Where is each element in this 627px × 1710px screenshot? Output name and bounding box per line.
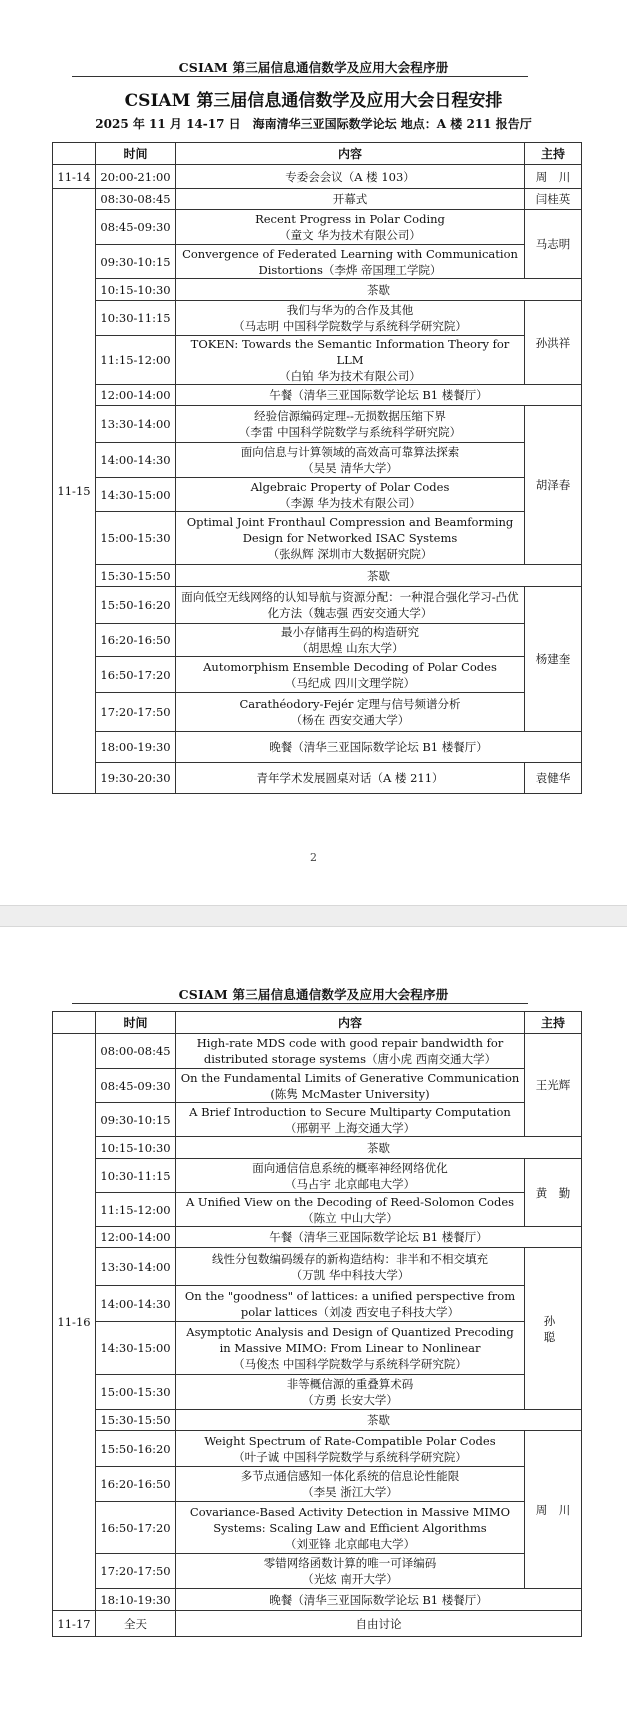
speaker-affiliation: （魏志强 西安交通大学）	[302, 606, 433, 620]
session-title: 晚餐（清华三亚国际数学论坛 B1 楼餐厅）	[269, 1592, 488, 1607]
time-cell: 09:30-10:15	[96, 245, 176, 279]
host-cell: 孙洪祥	[525, 301, 582, 385]
table-row	[53, 624, 582, 657]
content-cell	[176, 1069, 525, 1103]
host-cell: 王光辉	[525, 1034, 582, 1137]
speaker-affiliation: （马纪成 四川文理学院）	[284, 675, 416, 690]
table-row	[53, 1069, 582, 1103]
talk-title: 最小存储再生码的构造研究	[281, 625, 419, 639]
session-title: 午餐（清华三亚国际数学论坛 B1 楼餐厅）	[269, 388, 488, 402]
table-row	[53, 1589, 582, 1611]
host-cell: 周 川	[525, 1431, 582, 1589]
content-cell	[176, 1103, 525, 1137]
content-cell	[176, 406, 525, 443]
talk-title: Recent Progress in Polar Coding	[255, 212, 445, 226]
table-row	[53, 1611, 582, 1637]
table-row	[53, 301, 582, 336]
table-row	[53, 189, 582, 210]
table-row	[53, 478, 582, 512]
time-cell: 10:30-11:15	[96, 1159, 176, 1193]
content-cell	[176, 1193, 525, 1227]
speaker-affiliation: （邢朝平 上海交通大学）	[284, 1120, 416, 1135]
speaker-affiliation: （童文 华为技术有限公司）	[279, 228, 421, 242]
talk-title: Optimal Joint Fronthaul Compression and Beamforming Design for Networked ISAC Systems	[186, 515, 514, 545]
talk-title: On the Fundamental Limits of Generative Communication	[180, 1070, 520, 1085]
time-cell: 15:50-16:20	[96, 1431, 176, 1467]
time-cell: 14:00-14:30	[96, 443, 176, 478]
time-cell: 09:30-10:15	[96, 1103, 176, 1137]
time-cell: 08:30-08:45	[96, 189, 176, 210]
talk-title: TOKEN: Towards the Semantic Information Theory for LLM	[190, 337, 510, 367]
session-title: 青年学术发展圆桌对话（A 楼 211）	[256, 771, 444, 785]
speaker-affiliation: （白铂 华为技术有限公司）	[279, 369, 421, 383]
header-rule	[72, 76, 528, 77]
time-cell: 16:20-16:50	[96, 1467, 176, 1502]
time-cell: 19:30-20:30	[96, 763, 176, 794]
table-row	[53, 565, 582, 587]
break-cell	[176, 1410, 582, 1431]
document-page-2	[0, 926, 627, 1710]
table-row	[53, 1502, 582, 1554]
time-cell: 08:45-09:30	[96, 1069, 176, 1103]
speaker-affiliation: （万凯 华中科技大学）	[290, 1267, 410, 1282]
time-cell: 18:10-19:30	[96, 1589, 176, 1611]
talk-title: A Brief Introduction to Secure Multiparty Computation	[189, 1104, 511, 1119]
talk-title: 面向通信信息系统的概率神经网络优化	[252, 1160, 448, 1175]
date-cell: 11-16	[53, 1034, 96, 1611]
speaker-affiliation: （光炫 南开大学）	[302, 1572, 398, 1586]
talk-title: On the "goodness" of lattices: a unified perspective from polar lattices	[184, 1288, 516, 1319]
table-row	[53, 165, 582, 189]
host-cell	[525, 1248, 582, 1410]
table-row	[53, 1410, 582, 1431]
host-cell: 胡泽春	[525, 406, 582, 565]
table-row	[53, 587, 582, 624]
header-date	[53, 1012, 96, 1034]
speaker-affiliation: （李昊 浙江大学）	[302, 1485, 398, 1499]
table-row	[53, 443, 582, 478]
time-cell: 15:00-15:30	[96, 512, 176, 565]
content-cell	[176, 1467, 525, 1502]
talk-title: 面向低空无线网络的认知导航与资源分配：一种混合强化学习-凸优化方法	[181, 590, 519, 620]
time-cell: 15:50-16:20	[96, 587, 176, 624]
time-cell: 17:20-17:50	[96, 693, 176, 732]
session-title: 开幕式	[332, 192, 368, 206]
table-row	[53, 657, 582, 693]
time-cell: 08:45-09:30	[96, 210, 176, 245]
time-cell: 12:00-14:00	[96, 385, 176, 406]
schedule-table-day-14-15	[52, 142, 582, 794]
break-cell	[176, 279, 582, 301]
date-cell: 11-14	[53, 165, 96, 189]
talk-title: Carathéodory-Fejér 定理与信号频谱分析	[239, 697, 461, 711]
time-cell: 20:00-21:00	[96, 165, 176, 189]
header-rule	[72, 1003, 528, 1004]
content-cell	[176, 165, 525, 189]
time-cell: 14:00-14:30	[96, 1286, 176, 1322]
table-row	[53, 1227, 582, 1248]
talk-title: Convergence of Federated Learning with Communication Distortions	[182, 246, 518, 277]
table-row	[53, 1103, 582, 1137]
table-row	[53, 1034, 582, 1069]
table-row	[53, 1431, 582, 1467]
table-row	[53, 1248, 582, 1286]
break-cell	[176, 565, 582, 587]
time-cell: 13:30-14:00	[96, 406, 176, 443]
time-cell: 15:30-15:50	[96, 565, 176, 587]
table-row	[53, 512, 582, 565]
speaker-affiliation: （马占宇 北京邮电大学）	[284, 1176, 416, 1191]
speaker-affiliation: （叶子诚 中国科学院数学与系统科学研究院）	[233, 1449, 467, 1464]
content-cell	[176, 1248, 525, 1286]
running-header: CSIAM 第三届信息通信数学及应用大会程序册	[178, 987, 449, 1002]
session-title: 茶歇	[367, 282, 390, 297]
table-row	[53, 1159, 582, 1193]
session-title: 茶歇	[367, 1140, 390, 1155]
session-title: 午餐（清华三亚国际数学论坛 B1 楼餐厅）	[269, 1230, 488, 1244]
speaker-affiliation: （李源 华为技术有限公司）	[279, 495, 421, 510]
talk-title: 经验信源编码定理--无损数据压缩下界	[254, 409, 446, 423]
time-cell: 10:15-10:30	[96, 279, 176, 301]
schedule-title: CSIAM 第三届信息通信数学及应用大会日程安排	[124, 91, 503, 111]
content-cell	[176, 624, 525, 657]
content-cell	[176, 1159, 525, 1193]
content-cell	[176, 1502, 525, 1554]
host-cell: 黄 勤	[525, 1159, 582, 1227]
speaker-affiliation: (陈隽 McMaster University)	[270, 1086, 430, 1101]
content-cell	[176, 189, 525, 210]
time-cell: 全天	[96, 1611, 176, 1637]
table-row	[53, 406, 582, 443]
table-header-row	[53, 143, 582, 165]
talk-title: Asymptotic Analysis and Design of Quantized Precoding in Massive MIMO: From Linear to Nonlinear	[186, 1325, 514, 1355]
speaker-affiliation: （陈立 中山大学）	[302, 1210, 398, 1225]
time-cell: 12:00-14:00	[96, 1227, 176, 1248]
meal-cell	[176, 1227, 582, 1248]
content-cell	[176, 443, 525, 478]
speaker-affiliation: （张纵辉 深圳市大数据研究院）	[267, 547, 433, 561]
table-row	[53, 693, 582, 732]
speaker-affiliation: （胡思煌 山东大学）	[296, 641, 404, 655]
page-number: 2	[310, 851, 317, 864]
talk-title: A Unified View on the Decoding of Reed-Solomon Codes	[185, 1194, 515, 1209]
time-cell: 10:30-11:15	[96, 301, 176, 336]
session-title: 专委会会议（A 楼 103）	[285, 169, 415, 184]
date-cell: 11-17	[53, 1611, 96, 1637]
host-cell: 马志明	[525, 210, 582, 279]
speaker-affiliation: （李雷 中国科学院数学与系统科学研究院）	[238, 425, 462, 439]
content-cell	[176, 1034, 525, 1069]
table-row	[53, 1286, 582, 1322]
table-row	[53, 336, 582, 385]
time-cell: 14:30-15:00	[96, 478, 176, 512]
talk-title: 我们与华为的合作及其他	[286, 303, 414, 317]
talk-title: Automorphism Ensemble Decoding of Polar Codes	[203, 659, 497, 674]
meal-cell	[176, 1589, 582, 1611]
speaker-affiliation: （马志明 中国科学院数学与系统科学研究院）	[233, 319, 467, 333]
content-cell	[176, 587, 525, 624]
time-cell: 10:15-10:30	[96, 1137, 176, 1159]
time-cell: 18:00-19:30	[96, 732, 176, 763]
table-row	[53, 1193, 582, 1227]
table-row	[53, 1137, 582, 1159]
content-cell	[176, 1375, 525, 1410]
content-cell	[176, 1611, 582, 1637]
content-cell	[176, 512, 525, 565]
session-title: 茶歇	[367, 568, 390, 583]
host-name: 孙 聪	[543, 1313, 581, 1344]
speaker-affiliation: （李烨 帝国理工学院）	[322, 262, 442, 277]
speaker-affiliation: （马俊杰 中国科学院数学与系统科学研究院）	[233, 1357, 467, 1371]
date-cell: 11-15	[53, 189, 96, 794]
content-cell	[176, 336, 525, 385]
header-host: 主持	[525, 143, 582, 165]
content-cell	[176, 1554, 525, 1589]
header-host: 主持	[525, 1012, 582, 1034]
time-cell: 16:20-16:50	[96, 624, 176, 657]
host-cell: 杨建奎	[525, 587, 582, 732]
talk-title: High-rate MDS code with good repair bandwidth for distributed storage systems	[196, 1036, 504, 1066]
speaker-affiliation: （唐小虎 西南交通大学）	[365, 1052, 497, 1066]
schedule-table-day-16-17	[52, 1011, 582, 1637]
header-date	[53, 143, 96, 165]
talk-title: Weight Spectrum of Rate-Compatible Polar Codes	[204, 1433, 496, 1448]
content-cell	[176, 478, 525, 512]
talk-title: 线性分包数编码缓存的新构造结构：非半和不相交填充	[212, 1251, 488, 1266]
table-row	[53, 279, 582, 301]
table-row	[53, 1322, 582, 1375]
speaker-affiliation: （杨在 西安交通大学）	[290, 713, 410, 727]
session-title: 晚餐（清华三亚国际数学论坛 B1 楼餐厅）	[269, 740, 488, 754]
host-cell: 周 川	[525, 165, 582, 189]
meal-cell	[176, 732, 582, 763]
time-cell: 16:50-17:20	[96, 1502, 176, 1554]
host-cell: 袁健华	[525, 763, 582, 794]
speaker-affiliation: （吴昊 清华大学）	[302, 461, 398, 475]
speaker-affiliation: （刘亚锋 北京邮电大学）	[284, 1536, 416, 1551]
session-title: 茶歇	[367, 1413, 390, 1427]
time-cell: 13:30-14:00	[96, 1248, 176, 1286]
header-time: 时间	[96, 1012, 176, 1034]
table-row	[53, 1554, 582, 1589]
talk-title: 非等概信源的重叠算术码	[286, 1377, 414, 1391]
talk-title: 面向信息与计算领域的高效高可靠算法探索	[240, 445, 460, 459]
time-cell: 11:15-12:00	[96, 1193, 176, 1227]
running-header: CSIAM 第三届信息通信数学及应用大会程序册	[178, 60, 449, 75]
content-cell	[176, 301, 525, 336]
content-cell	[176, 763, 525, 794]
content-cell	[176, 693, 525, 732]
header-content: 内容	[176, 1012, 525, 1034]
content-cell	[176, 245, 525, 279]
time-cell: 11:15-12:00	[96, 336, 176, 385]
time-cell: 16:50-17:20	[96, 657, 176, 693]
talk-title: 多节点通信感知一体化系统的信息论性能限	[240, 1469, 460, 1483]
talk-title: Algebraic Property of Polar Codes	[250, 479, 450, 494]
table-row	[53, 245, 582, 279]
table-row	[53, 1375, 582, 1410]
time-cell: 14:30-15:00	[96, 1322, 176, 1375]
content-cell	[176, 1286, 525, 1322]
session-title: 自由讨论	[355, 1616, 402, 1631]
time-cell: 17:20-17:50	[96, 1554, 176, 1589]
host-cell: 闫桂英	[525, 189, 582, 210]
speaker-affiliation: （刘凌 西安电子科技大学）	[317, 1304, 460, 1319]
table-row	[53, 763, 582, 794]
schedule-subtitle: 2025 年 11 月 14-17 日 海南清华三亚国际数学论坛 地点：A 楼 211 报告厅	[95, 117, 532, 131]
talk-title: 零错网络函数计算的唯一可译编码	[263, 1556, 437, 1570]
table-row	[53, 732, 582, 763]
speaker-affiliation: （方勇 长安大学）	[302, 1393, 398, 1407]
time-cell: 08:00-08:45	[96, 1034, 176, 1069]
time-cell: 15:30-15:50	[96, 1410, 176, 1431]
header-content: 内容	[176, 143, 525, 165]
header-time: 时间	[96, 143, 176, 165]
table-header-row	[53, 1012, 582, 1034]
content-cell	[176, 1322, 525, 1375]
table-row	[53, 1467, 582, 1502]
table-row	[53, 385, 582, 406]
meal-cell	[176, 385, 582, 406]
content-cell	[176, 210, 525, 245]
time-cell: 15:00-15:30	[96, 1375, 176, 1410]
break-cell	[176, 1137, 582, 1159]
content-cell	[176, 657, 525, 693]
content-cell	[176, 1431, 525, 1467]
table-row	[53, 210, 582, 245]
talk-title: Covariance-Based Activity Detection in Massive MIMO Systems: Scaling Law and Efficient Algorithms	[189, 1504, 511, 1535]
